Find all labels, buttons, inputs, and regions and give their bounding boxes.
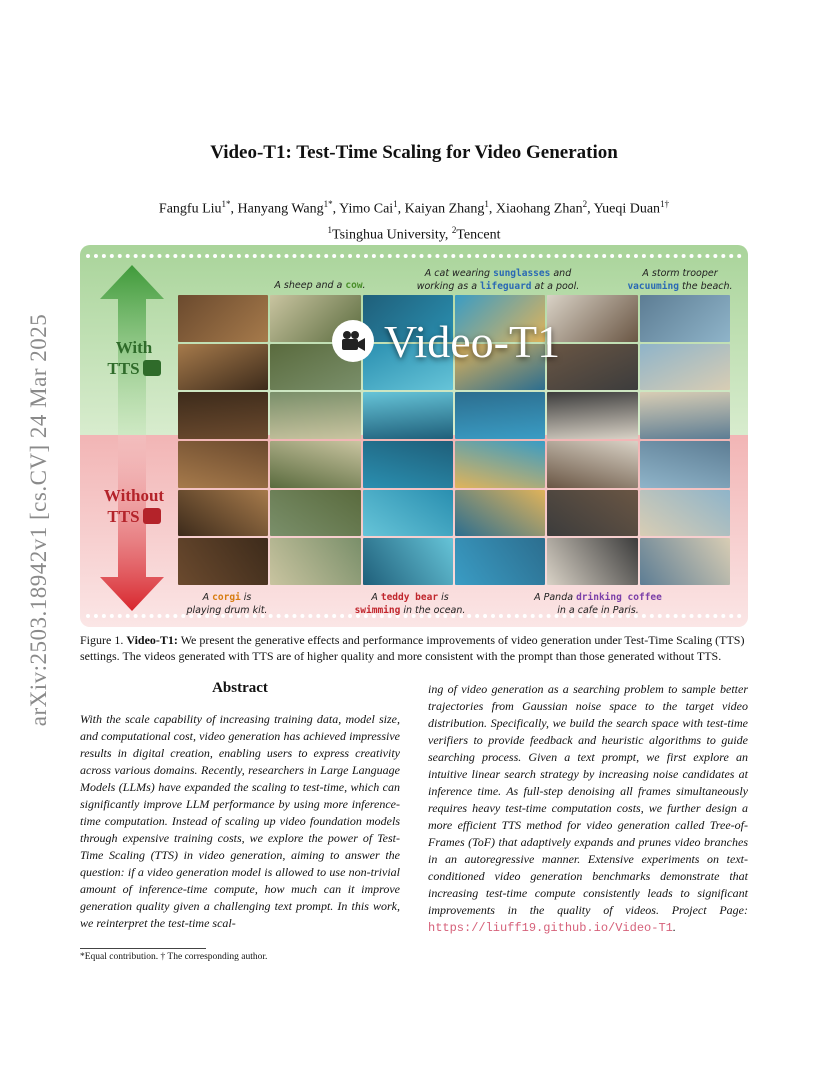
video-frame-thumbnail <box>178 392 268 439</box>
author-mark: 1* <box>323 199 333 209</box>
prompt-teddy-bear: A teddy bear is swimming in the ocean. <box>354 592 466 616</box>
author-sep: , <box>332 201 340 217</box>
author-name: Yueqi Duan <box>593 201 661 217</box>
author-name: Xiaohang Zhan <box>495 201 583 217</box>
label-line: TTS <box>107 359 140 378</box>
affiliations <box>0 220 828 246</box>
video-frame-thumbnail <box>270 490 360 537</box>
prompt-corgi: A corgi is playing drum kit. <box>186 592 268 616</box>
author-sep: , <box>397 201 405 217</box>
video-frame-thumbnail <box>270 441 360 488</box>
author-name: Kaiyan Zhang <box>404 201 485 217</box>
video-frame-thumbnail <box>547 295 637 342</box>
video-frame-thumbnail <box>640 538 730 585</box>
with-tts-label <box>88 337 180 379</box>
video-frame-thumbnail <box>547 538 637 585</box>
video-frame-thumbnail <box>363 538 453 585</box>
video-frame-thumbnail <box>455 441 545 488</box>
author-sep: , <box>230 201 238 217</box>
author-list <box>0 194 828 220</box>
video-frame-thumbnail <box>178 295 268 342</box>
label-line: TTS <box>107 507 140 526</box>
video-frame-thumbnail <box>547 344 637 391</box>
abstract-left-column <box>80 680 400 932</box>
logo-text: Video-T1 <box>384 315 561 367</box>
without-tts-label <box>88 485 180 527</box>
video-frame-thumbnail <box>178 538 268 585</box>
video-frame-thumbnail <box>455 490 545 537</box>
video-frame-thumbnail <box>363 490 453 537</box>
video-frame-thumbnail <box>178 490 268 537</box>
author-mark: 1† <box>660 199 670 209</box>
video-frame-thumbnail <box>547 441 637 488</box>
prompt-panda: A Panda drinking coffee in a cafe in Paris. <box>534 592 662 616</box>
footnote: *Equal contribution. † The corresponding author. <box>80 952 268 962</box>
author-name: Fangfu Liu <box>158 201 222 217</box>
video-frame-thumbnail <box>640 490 730 537</box>
video-frame-thumbnail <box>640 392 730 439</box>
affiliation: Tencent <box>456 227 501 243</box>
author-sep: , <box>587 201 594 217</box>
video-frame-thumbnail <box>547 392 637 439</box>
video-frame-thumbnail <box>547 490 637 537</box>
author-sep: , <box>488 201 496 217</box>
video-frame-thumbnail <box>640 441 730 488</box>
dotted-border <box>86 254 742 258</box>
video-t1-logo <box>332 311 560 371</box>
author-mark: 1 <box>393 199 398 209</box>
abstract-right-column <box>428 681 748 937</box>
video-frame-thumbnail <box>455 392 545 439</box>
abstract-text: With the scale capability of increasing training data, model size, and computational cost, video generation has achieved impressive results in digital creation, enabling users to express creativity across various domains. Recently, researchers in Large Language Models (LLMs) have expanded the scaling to test-time, which can significantly improve LLM performance by using more inference-time computation. Instead of scaling up video foundation models through expensive training costs, we explore the power of Test-Time Scaling (TTS) in video generation, aiming to answer the question: if a video generation model is allowed to use non-trivial amount of inference-time compute, how much can it improve generation quality given a challenging text prompt. In this work, we reinterpret the test-time scal- <box>80 712 400 930</box>
affiliation-mark: 2 <box>451 224 457 235</box>
camera-icon <box>143 508 161 524</box>
video-frame-thumbnail <box>178 441 268 488</box>
prompt-storm-trooper: A storm trooper vacuuming the beach. <box>627 268 733 292</box>
camera-icon <box>143 360 161 376</box>
arxiv-stamp: arXiv:2503.18942v1 [cs.CV] 24 Mar 2025 <box>26 313 51 727</box>
teaser-figure <box>80 245 748 627</box>
video-frame-thumbnail <box>363 441 453 488</box>
project-page-link[interactable]: https://liuff19.github.io/Video-T1 <box>428 921 673 935</box>
author-mark: 1* <box>221 199 231 209</box>
prompt-sheep-cow: A sheep and a cow. <box>274 280 366 291</box>
author-name: Yimo Cai <box>339 201 394 217</box>
affiliation-mark: 1 <box>327 224 333 235</box>
author-block <box>0 194 828 245</box>
video-frame-thumbnail <box>363 392 453 439</box>
author-name: Hanyang Wang <box>237 201 324 217</box>
label-line: With <box>115 338 153 357</box>
camera-icon <box>332 320 374 362</box>
video-frame-thumbnail <box>640 295 730 342</box>
abstract-text: ing of video generation as a searching problem to sample better trajectories from Gaussian noise space to the target video distribution. Specifically, we build the search space with test-time verifiers to provide feedback and heuristic algorithms to guide searching process. Given a text prompt, we first explore an intuitive linear search strategy by increasing noise candidates at inference time. As full-step denoising all frames simultaneously requires heavy test-time computation costs, we further design a more efficient TTS method for video generation called Tree-of-Frames (ToF) that adaptively expands and prunes video branches in an autoregressive manner. Extensive experiments on text-conditioned video generation benchmarks demonstrate that increasing test-time compute consistently leads to significant improvements in the quality of videos. Project Page: https://liuff19.github.io/Video-T1. <box>428 682 748 935</box>
video-frame-thumbnail <box>178 344 268 391</box>
author-mark: 2 <box>582 199 588 209</box>
abstract-heading: Abstract <box>212 680 268 696</box>
prompt-cat-lifeguard: A cat wearing sunglasses and working as a lifeguard at a pool. <box>416 268 580 292</box>
paper-title: Video-T1: Test-Time Scaling for Video Generation <box>210 142 618 163</box>
figure-caption: Figure 1. Video-T1: We present the generative effects and performance improvements of video generation under Test-Time Scaling (TTS) settings. The videos generated with TTS are of higher quality and more consistent with the prompt than those generated without TTS. <box>80 633 745 663</box>
label-line: Without <box>103 486 165 505</box>
video-frame-thumbnail <box>455 538 545 585</box>
video-frame-thumbnail <box>270 392 360 439</box>
footnote-rule <box>80 948 206 949</box>
author-mark: 1 <box>484 199 489 209</box>
video-frame-thumbnail <box>270 538 360 585</box>
affiliation: Tsinghua University, <box>332 227 452 243</box>
video-frame-thumbnail <box>640 344 730 391</box>
